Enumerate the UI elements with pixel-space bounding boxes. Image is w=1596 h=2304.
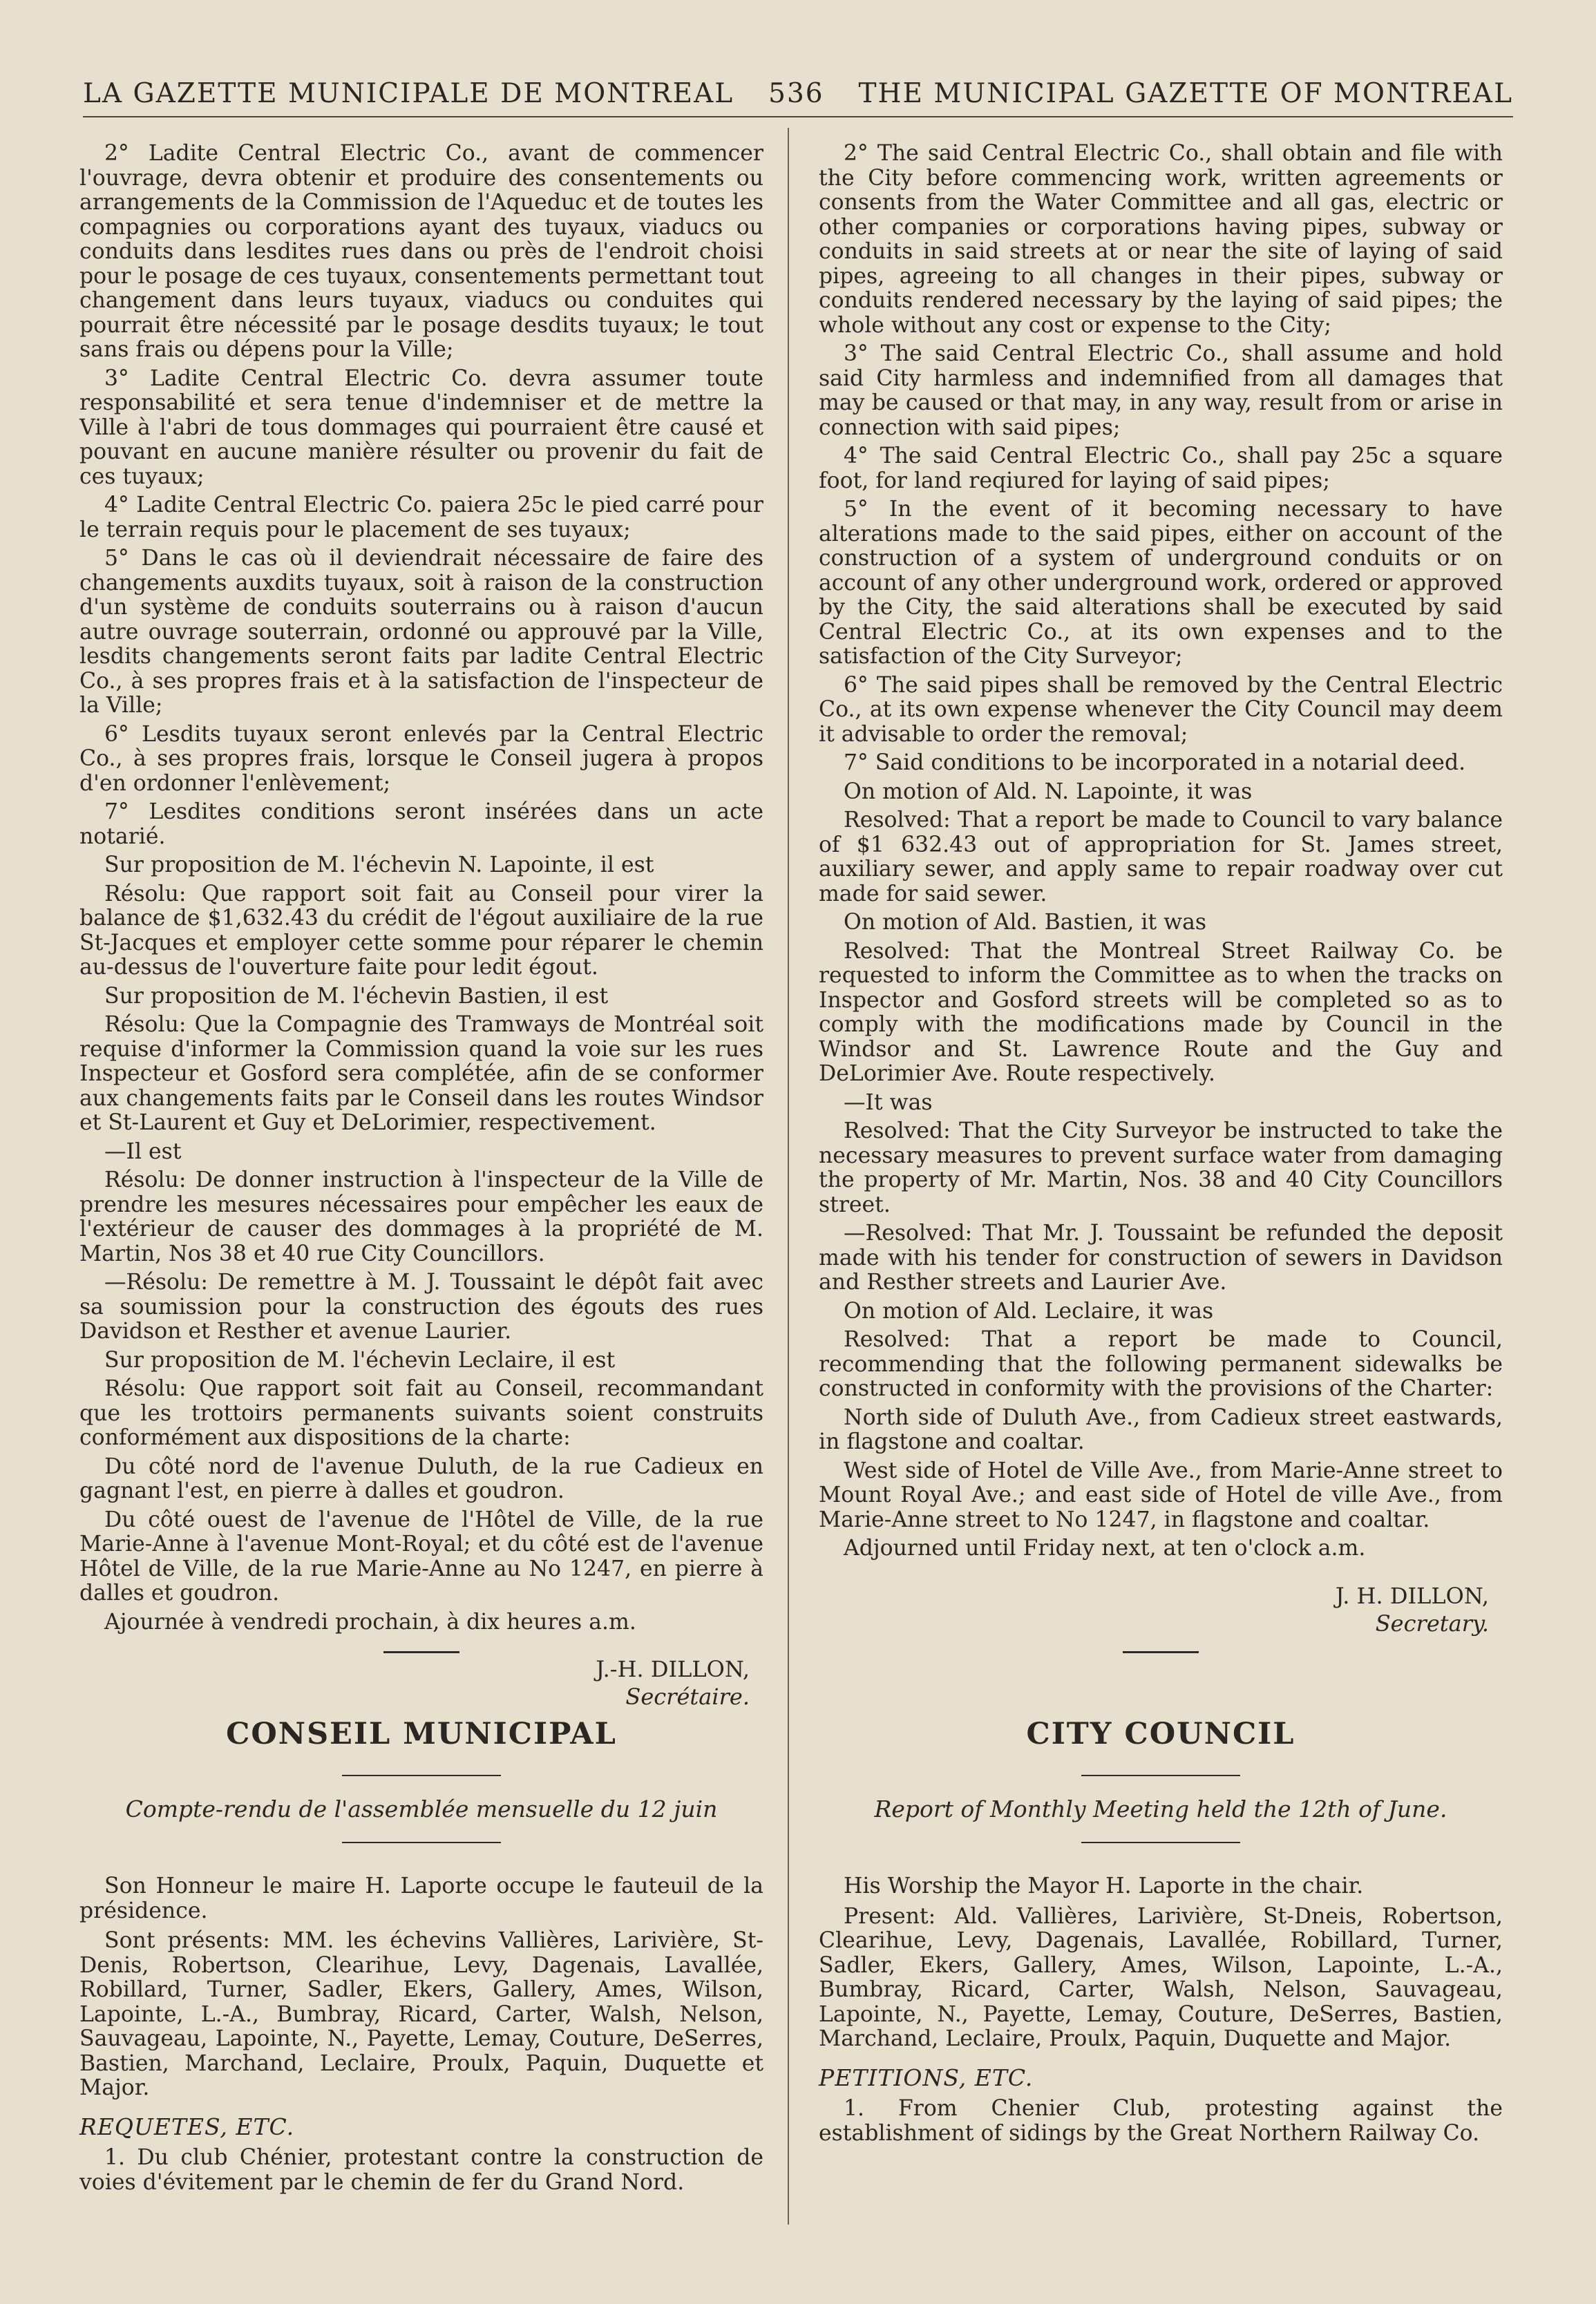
paragraph: Résolu: Que rapport soit fait au Conseil pour virer la balance de $1,632.43 du crédit de l'égout auxiliaire de la rue St-Jacques et employer cette somme pour réparer le chemin au-dessus de l'ouverture faite pour ledit égout.: [79, 881, 763, 980]
paragraph: North side of Duluth Ave., from Cadieux street eastwards, in flagstone and coaltar.: [819, 1405, 1503, 1454]
english-minutes-column: [819, 142, 1503, 1637]
petition-item: 1. Du club Chénier, protestant contre la construction de voies d'évitement par le chemin de fer du Grand Nord.: [79, 2145, 763, 2195]
signature-name: J.-H. DILLON,: [596, 1656, 750, 1682]
paragraph: —Resolved: That Mr. J. Toussaint be refunded the deposit made with his tender for construction of sewers in Davidson and Resther streets and Laurier Ave.: [819, 1221, 1503, 1295]
paragraph: On motion of Ald. Bastien, it was: [844, 910, 1207, 935]
subtitle-rule: [1081, 1842, 1240, 1843]
running-head: [83, 73, 1513, 114]
paragraph: Resolved: That the Montreal Street Railway Co. be requested to inform the Committee as to when the tracks on Inspector and Gosford streets will be completed so as to comply with the modifications made by Council in the Windsor and St. Lawrence Route and the Guy and DeLorimier Ave. Route respectively.: [819, 938, 1503, 1086]
petitions-heading: PETITIONS, ETC.: [819, 2064, 1034, 2091]
section-separator: [1123, 1651, 1199, 1653]
petitions-heading: REQUETES, ETC.: [79, 2113, 295, 2140]
signature-title: Secrétaire.: [625, 1684, 750, 1710]
paragraph: 5° In the event of it becoming necessary to have alterations made to the said pipes, either on account of the construction of a system of underground conduits or on account of any other underground work, ordered or approved by the City, the said alterations shall be executed by said Central Electric Co., at its own expenses and to the satisfaction of the City Surveyor;: [819, 497, 1503, 669]
paragraph: Résolu: De donner instruction à l'inspecteur de la Ville de prendre les mesures nécessaires pour empêcher les eaux de l'extérieur de causer des dommages à la propriété de M. Martin, Nos 38 et 40 rue City Councillors.: [79, 1168, 763, 1266]
paragraph: 6° Lesdits tuyaux seront enlevés par la Central Electric Co., à ses propres frais, lorsque le Conseil jugera à propos d'en ordonner l'enlèvement;: [79, 721, 763, 796]
paragraph: Adjourned until Friday next, at ten o'clock a.m.: [844, 1536, 1366, 1561]
page-number: 536: [768, 77, 824, 109]
title-rule: [1081, 1775, 1240, 1776]
chair-paragraph: His Worship the Mayor H. Laporte in the chair.: [844, 1874, 1364, 1898]
section-subtitle: Report of Monthly Meeting held the 12th of June.: [874, 1795, 1447, 1822]
paragraph: 6° The said pipes shall be removed by the Central Electric Co., at its own expense whenever the City Council may deem it advisable to order the removal;: [819, 672, 1503, 747]
french-minutes-column: [79, 142, 763, 1711]
paragraph: Du côté ouest de l'avenue de l'Hôtel de Ville, de la rue Marie-Anne à l'avenue Mont-Royal; et du côté est de l'avenue Hôtel de Ville, de la rue Marie-Anne au No 1247, en pierre à dalles et goudron.: [79, 1507, 763, 1606]
signature-name: J. H. DILLON,: [1335, 1582, 1489, 1609]
paragraph: West side of Hotel de Ville Ave., from Marie-Anne street to Mount Royal Ave.; and east side of Hotel de ville Ave., from Marie-Anne street to No 1247, in flagstone and coaltar.: [819, 1458, 1503, 1532]
paragraph: Resolved: That a report be made to Council to vary balance of $1 632.43 out of appropriation for St. James street, auxiliary sewer, and apply same to repair roadway over cut made for said sewer.: [819, 808, 1503, 906]
paragraph: Resolved: That the City Surveyor be instructed to take the necessary measures to prevent surface water from damaging the property of Mr. Martin, Nos. 38 and 40 City Councillors street.: [819, 1118, 1503, 1217]
paragraph: Sur proposition de M. l'échevin N. Lapointe, il est: [104, 853, 654, 877]
conseil-municipal-section: [79, 1651, 763, 2200]
paragraph: 4° Ladite Central Electric Co. paiera 25c le pied carré pour le terrain requis pour le placement de ses tuyaux;: [79, 493, 763, 542]
paragraph: On motion of Ald. Leclaire, it was: [844, 1298, 1214, 1324]
paragraph: Resolved: That a report be made to Council, recommending that the following permanent sidewalks be constructed in conformity with the provisions of the Charter:: [819, 1327, 1503, 1401]
column-divider: [788, 128, 789, 2225]
paragraph: On motion of Ald. N. Lapointe, it was: [844, 779, 1253, 804]
paragraph: 2° The said Central Electric Co., shall obtain and file with the City before commencing work, written agreements or consents from the Water Committee and all gas, electric or other companies or corporations having pipes, subway or conduits in said streets at or near the site of laying of said pipes, agreeing to all changes in their pipes, subway or conduits rendered necessary by the laying of said pipes; the whole without any cost or expense to the City;: [819, 141, 1503, 338]
paragraph: Résolu: Que rapport soit fait au Conseil, recommandant que les trottoirs permanents suivants soient construits conformément aux dispositions de la charte:: [79, 1376, 763, 1450]
paragraph: 5° Dans le cas où il deviendrait nécessaire de faire des changements auxdits tuyaux, soit à raison de la construction d'un système de conduits souterrains ou à raison d'aucun autre ouvrage souterrain, ordonné ou approuvé par la Ville, lesdits changements seront faits par ladite Central Electric Co., à ses propres frais et à la satisfaction de l'inspecteur de la Ville;: [79, 546, 763, 718]
subtitle-rule: [342, 1842, 501, 1843]
paragraph: 7° Lesdites conditions seront insérées dans un acte notarié.: [79, 799, 763, 849]
paragraph: 3° Ladite Central Electric Co. devra assumer toute responsabilité et sera tenue d'indemniser et de mettre la Ville à l'abri de tous dommages qui pourraient être causé et pouvant en aucune manière résulter ou provenir du fait de ces tuyaux;: [79, 365, 763, 489]
header-right-title: THE MUNICIPAL GAZETTE OF MONTREAL: [858, 77, 1513, 109]
paragraph: Sur proposition de M. l'échevin Leclaire, il est: [104, 1347, 616, 1373]
paragraph: Ajournée à vendredi prochain, à dix heures a.m.: [104, 1609, 636, 1635]
paragraph: Sur proposition de M. l'échevin Bastien, il est: [104, 983, 609, 1009]
paragraph: 2° Ladite Central Electric Co., avant de commencer l'ouvrage, devra obtenir et produire des consentements ou arrangements de la Commission de l'Aqueduc et de toutes les compagnies ou corporations ayant des tuyaux, viaducs ou conduits dans lesdites rues dans ou près de l'endroit choisi pour le posage de ces tuyaux, consentements permettant tout changement dans leurs tuyaux, viaducs ou conduites qui pourrait être nécessité par le posage desdits tuyaux; le tout sans frais ou dépens pour la Ville;: [79, 141, 763, 362]
signature-block: [819, 1582, 1503, 1637]
section-subtitle: Compte-rendu de l'assemblée mensuelle du 12 juin: [125, 1795, 718, 1822]
paragraph: —Il est: [104, 1139, 182, 1164]
paragraph: Du côté nord de l'avenue Duluth, de la rue Cadieux en gagnant l'est, en pierre à dalles et goudron.: [79, 1454, 763, 1503]
paragraph: —Résolu: De remettre à M. J. Toussaint le dépôt fait avec sa soumission pour la construction des égouts des rues Davidson et Resther et avenue Laurier.: [79, 1270, 763, 1344]
chair-paragraph: Son Honneur le maire H. Laporte occupe le fauteuil de la présidence.: [79, 1874, 763, 1923]
header-rule: [83, 116, 1513, 117]
title-rule: [342, 1775, 501, 1776]
paragraph: Résolu: Que la Compagnie des Tramways de Montréal soit requise d'informer la Commission quand la voie sur les rues Inspecteur et Gosford sera complétée, afin de se conformer aux changements faits par le Conseil dans les routes Windsor et St-Laurent et Guy et DeLorimier, respectivement.: [79, 1012, 763, 1135]
paragraph: 7° Said conditions to be incorporated in a notarial deed.: [844, 750, 1466, 775]
paragraph: 4° The said Central Electric Co., shall pay 25c a square foot, for land reqiured for laying of said pipes;: [819, 444, 1503, 493]
petition-item: 1. From Chenier Club, protesting against the establishment of sidings by the Great Northern Railway Co.: [819, 2096, 1503, 2146]
attendance-paragraph: Sont présents: MM. les échevins Vallières, Larivière, St-Denis, Robertson, Clearihue, Levy, Dagenais, Lavallée, Robillard, Turner, Sadler, Ekers, Gallery, Ames, Wilson, Lapointe, L.-A., Bumbray, Ricard, Carter, Walsh, Nelson, Sauvageau, Lapointe, N., Payette, Lemay, Couture, DeSerres, Bastien, Marchand, Leclaire, Proulx, Paquin, Duquette et Major.: [79, 1928, 763, 2100]
signature-title: Secretary.: [1375, 1610, 1489, 1637]
section-title: CITY COUNCIL: [1026, 1717, 1295, 1751]
paragraph: —It was: [844, 1089, 933, 1115]
paragraph: 3° The said Central Electric Co., shall assume and hold said City harmless and indemnified from all damages that may be caused or that may, in any way, result from or arise in connection with said pipes;: [819, 341, 1503, 440]
section-title: CONSEIL MUNICIPAL: [226, 1717, 617, 1751]
attendance-paragraph: Present: Ald. Vallières, Larivière, St-Dneis, Robertson, Clearihue, Levy, Dagenais, Lavallée, Robillard, Turner, Sadler, Ekers, Gallery, Ames, Wilson, Lapointe, L.-A., Bumbray, Ricard, Carter, Walsh, Nelson, Sauvageau, Lapointe, N., Payette, Lemay, Couture, DeSerres, Bastien, Marchand, Leclaire, Proulx, Paquin, Duquette and Major.: [819, 1903, 1503, 2051]
section-separator: [383, 1651, 459, 1653]
city-council-section: [819, 1651, 1503, 2151]
header-left-title: LA GAZETTE MUNICIPALE DE MONTREAL: [83, 77, 734, 109]
